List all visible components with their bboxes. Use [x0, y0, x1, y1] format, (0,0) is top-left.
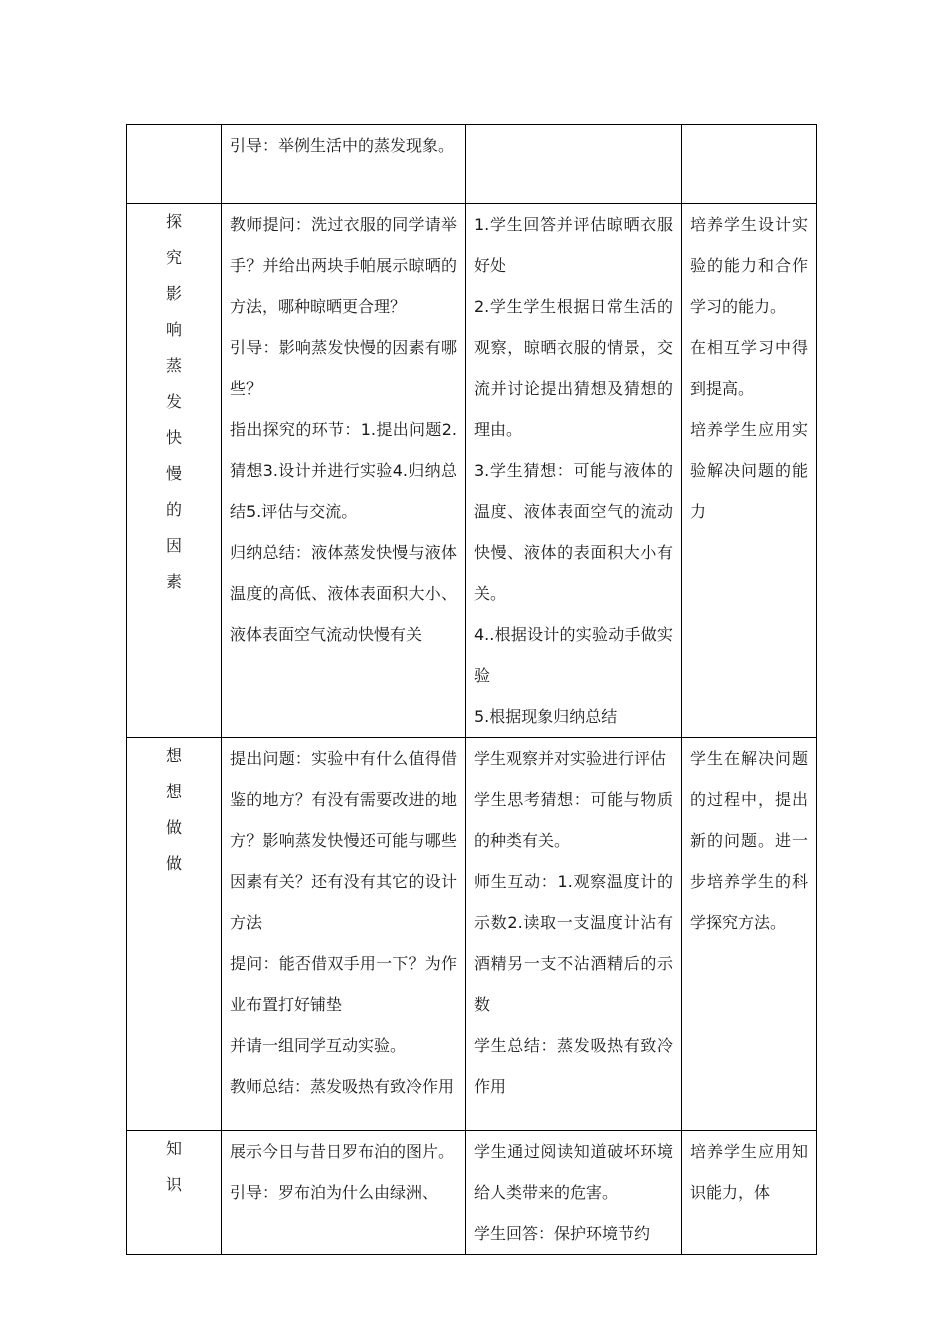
teacher-paragraph: 展示今日与昔日罗布泊的图片。 [230, 1142, 455, 1161]
stage-char: 的 [165, 500, 182, 519]
stage-char: 蒸 [165, 356, 182, 375]
student-activity-cell [466, 204, 682, 738]
teacher-paragraph: 提问：能否借双手用一下？为作业布置打好铺垫 [230, 954, 457, 1014]
student-paragraph: 学生通过阅读知道破坏环境给人类带来的危害。 [474, 1142, 673, 1202]
stage-char: 响 [165, 320, 182, 339]
teacher-activity-cell [222, 204, 466, 738]
stage-cell [127, 738, 222, 1131]
teacher-activity-cell [222, 1131, 466, 1255]
stage-char: 做 [165, 818, 182, 837]
table-row [127, 204, 817, 738]
teacher-activity-cell [222, 125, 466, 204]
stage-char: 因 [165, 536, 182, 555]
student-activity-cell [466, 1131, 682, 1255]
student-paragraph: 学生思考猜想：可能与物质的种类有关。 [474, 790, 673, 850]
student-paragraph: 4..根据设计的实验动手做实验 [474, 625, 673, 685]
stage-char: 做 [165, 854, 182, 873]
teacher-paragraph: 并请一组同学互动实验。 [230, 1036, 407, 1055]
lesson-plan-table [126, 124, 817, 1255]
stage-char: 知 [165, 1139, 182, 1158]
table-row [127, 738, 817, 1131]
stage-cell [127, 125, 222, 204]
stage-char: 想 [165, 746, 182, 765]
student-paragraph: 师生互动：1.观察温度计的示数2.读取一支温度计沾有酒精另一支不沾酒精后的示数 [474, 872, 673, 1014]
stage-char: 探 [165, 212, 182, 231]
student-activity-cell [466, 738, 682, 1131]
student-paragraph: 3.学生猜想：可能与液体的温度、液体表面空气的流动快慢、液体的表面积大小有关。 [474, 461, 673, 603]
stage-char: 究 [165, 248, 182, 267]
student-activity-cell [466, 125, 682, 204]
stage-char: 影 [165, 284, 182, 303]
teacher-paragraph: 教师总结：蒸发吸热有致冷作用 [230, 1077, 455, 1096]
purpose-cell [682, 125, 817, 204]
stage-cell [127, 1131, 222, 1255]
stage-char: 发 [165, 392, 182, 411]
purpose-cell [682, 738, 817, 1131]
stage-char: 快 [165, 428, 182, 447]
purpose-cell [682, 1131, 817, 1255]
student-paragraph: 学生总结：蒸发吸热有致冷作用 [474, 1036, 673, 1096]
stage-char: 慢 [165, 464, 182, 483]
student-paragraph: 学生回答：保护环境节约 [474, 1224, 651, 1243]
purpose-cell [682, 204, 817, 738]
student-paragraph: 1.学生回答并评估晾晒衣服好处 [474, 215, 673, 275]
purpose-paragraph: 在相互学习中得到提高。 [690, 338, 808, 398]
teacher-paragraph: 引导：影响蒸发快慢的因素有哪些？ [230, 338, 457, 398]
purpose-paragraph: 培养学生应用实验解决问题的能力 [690, 420, 808, 521]
stage-char: 想 [165, 782, 182, 801]
stage-char: 识 [165, 1175, 182, 1194]
teacher-paragraph: 引导：举例生活中的蒸发现象。 [230, 136, 455, 155]
student-paragraph: 学生观察并对实验进行评估 [474, 749, 667, 768]
teacher-paragraph: 指出探究的环节：1.提出问题2.猜想3.设计并进行实验4.归纳总结5.评估与交流。 [230, 420, 457, 521]
table-row [127, 125, 817, 204]
purpose-paragraph: 学生在解决问题的过程中，提出新的问题。进一步培养学生的科学探究方法。 [690, 749, 808, 932]
student-paragraph: 2.学生学生根据日常生活的观察，晾晒衣服的情景，交流并讨论提出猜想及猜想的理由。 [474, 297, 673, 439]
purpose-paragraph: 培养学生设计实验的能力和合作学习的能力。 [690, 215, 808, 316]
teacher-activity-cell [222, 738, 466, 1131]
table-row [127, 1131, 817, 1255]
purpose-paragraph: 培养学生应用知识能力，体 [690, 1142, 808, 1202]
teacher-paragraph: 教师提问：洗过衣服的同学请举手？并给出两块手帕展示晾晒的方法，哪种晾晒更合理？ [230, 215, 457, 316]
stage-cell [127, 204, 222, 738]
stage-char: 素 [165, 572, 182, 591]
student-paragraph: 5.根据现象归纳总结 [474, 707, 618, 726]
teacher-paragraph: 提出问题：实验中有什么值得借鉴的地方？有没有需要改进的地方？影响蒸发快慢还可能与哪些因素有关？还有没有其它的设计方法 [230, 749, 457, 932]
teacher-paragraph: 归纳总结：液体蒸发快慢与液体温度的高低、液体表面积大小、液体表面空气流动快慢有关 [230, 543, 457, 644]
teacher-paragraph: 引导：罗布泊为什么由绿洲、 [230, 1183, 439, 1202]
